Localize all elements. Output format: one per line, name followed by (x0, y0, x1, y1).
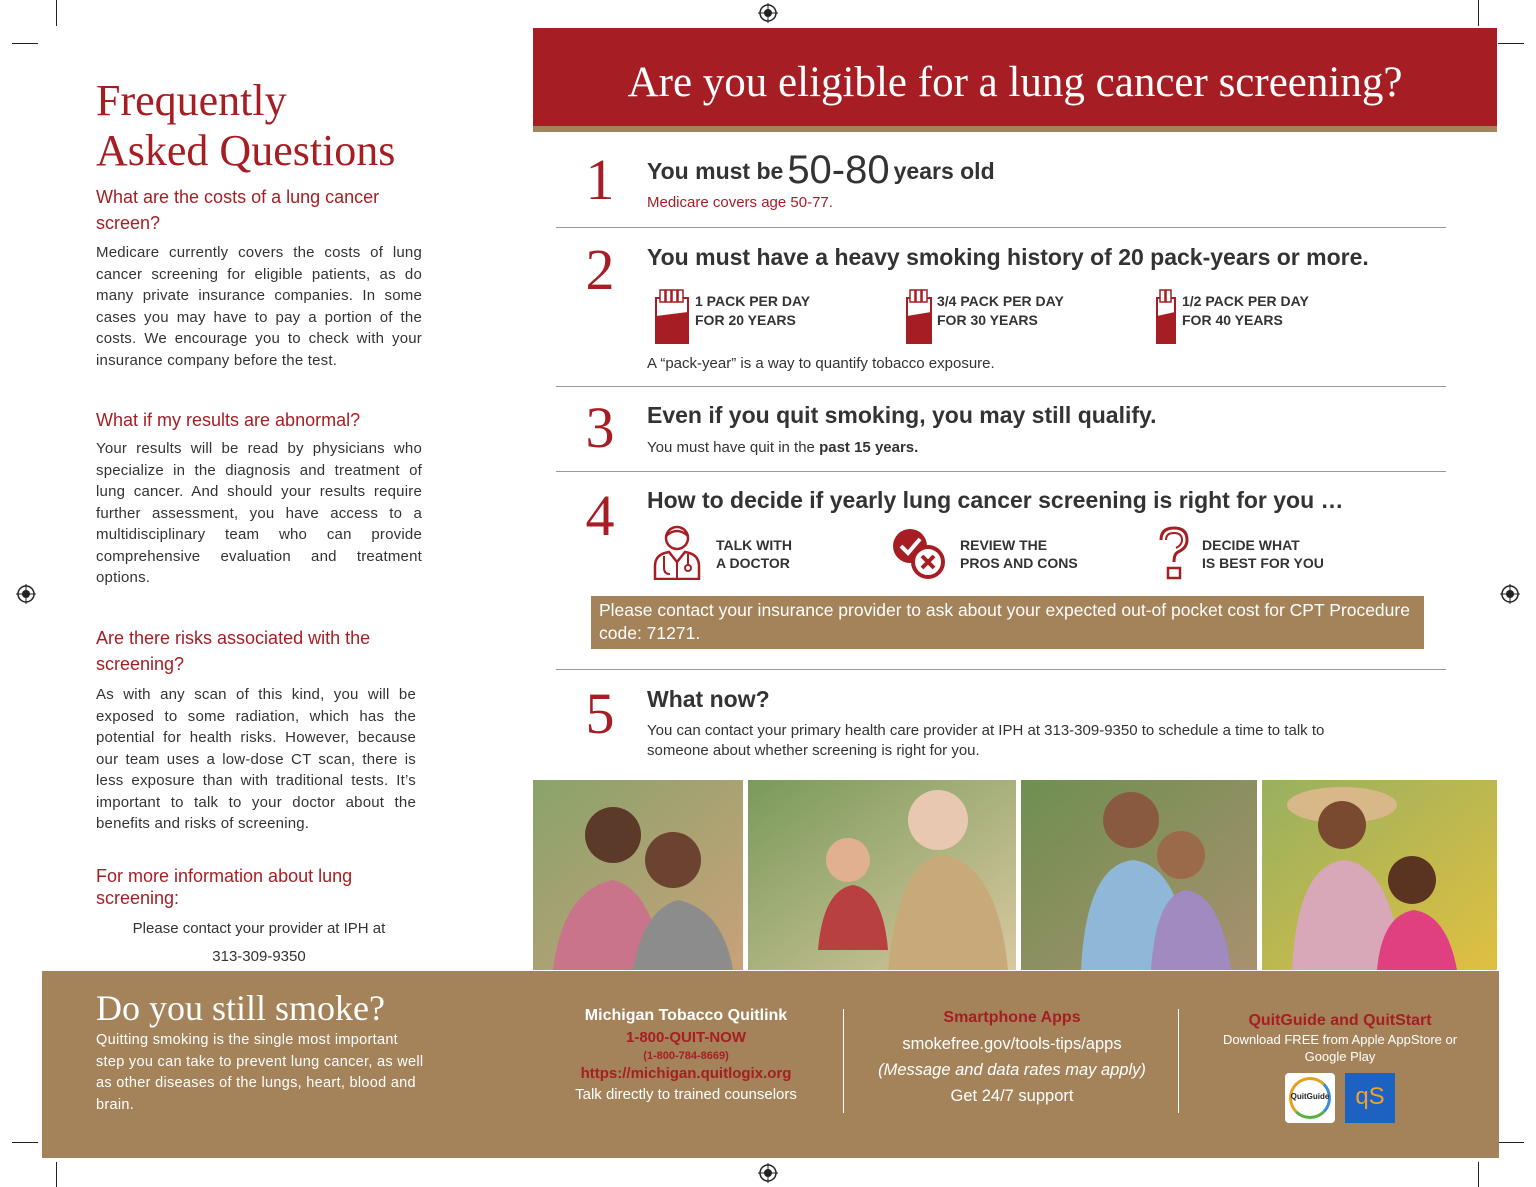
quitguide-app-icon[interactable] (1285, 1073, 1335, 1123)
cigarette-pack-icon (1156, 288, 1176, 344)
divider (556, 227, 1446, 228)
pack-line: 1 PACK PER DAY (695, 293, 811, 309)
faq-title (96, 76, 456, 176)
quitlink-url[interactable]: https://michigan.quitlogix.org (580, 1065, 792, 1082)
apps-support: Get 24/7 support (950, 1087, 1074, 1105)
decision-label (960, 536, 1078, 572)
step-number: 5 (585, 681, 615, 746)
pack-label (937, 292, 1064, 330)
footer-panel (42, 971, 1499, 1158)
apps-note: (Message and data rates may apply) (878, 1061, 1146, 1079)
step-3-text-pre: You must have quit in the (647, 439, 815, 456)
family-photo (1021, 780, 1257, 970)
step-number: 4 (585, 483, 615, 548)
pack-line: FOR 40 YEARS (1182, 312, 1283, 328)
faq-question: What are the costs of a lung cancer screen? (96, 187, 380, 233)
header-title: Are you eligible for a lung cancer screening? (627, 59, 1403, 106)
pack-year-note: A “pack-year” is a way to quantify tobacco exposure. (647, 355, 995, 372)
faq-title-line: Asked Questions (96, 126, 396, 175)
quitstart-app-icon[interactable] (1345, 1073, 1395, 1123)
check-cross-icon (890, 524, 946, 580)
family-photo (748, 780, 1016, 970)
decision-item (1156, 524, 1324, 582)
contact-phone: 313-309-9350 (212, 948, 306, 965)
cigarette-pack-icon (906, 288, 932, 344)
pack-line: FOR 30 YEARS (937, 312, 1038, 328)
faq-question: Are there risks associated with the screening? (96, 628, 371, 674)
cigarette-pack-icon (655, 288, 689, 344)
quitlink-column (546, 1005, 826, 1106)
crop-mark (56, 1162, 57, 1187)
step-5-line: someone about whether screening is right for you. (647, 742, 980, 759)
smartphone-apps-column (857, 1005, 1167, 1109)
apps-title: Smartphone Apps (943, 1009, 1081, 1026)
step-4-heading: How to decide if yearly lung cancer screening is right for you … (647, 487, 1344, 513)
pack-label (1182, 292, 1309, 330)
quitlink-phone[interactable]: 1-800-QUIT-NOW (625, 1029, 746, 1046)
quitguide-title: QuitGuide and QuitStart (1248, 1012, 1432, 1029)
footer-divider (843, 1009, 844, 1113)
step-1-pre: You must be (647, 158, 784, 184)
decision-line: A DOCTOR (716, 555, 790, 571)
crop-mark (1498, 1142, 1524, 1143)
decision-line: DECIDE WHAT (1202, 537, 1300, 553)
faq-answer: As with any scan of this kind, you will be exposed to some radiation, which has the potential for health risks. However, because our team uses a low-dose CT scan, there is less exposure than with traditional tests. It’s important to talk to your doctor about the benefits and risks of screening. (96, 686, 416, 832)
step-number: 3 (585, 395, 615, 460)
insurance-notice: Please contact your insurance provider to ask about your expected out-of pocket cost for CPT Procedure code: 71271. (591, 596, 1424, 649)
quitguide-app-label: QuitGuide (1290, 1092, 1330, 1101)
pack-line: 1/2 PACK PER DAY (1182, 293, 1309, 309)
step-3-text (647, 439, 918, 456)
pack-label (695, 292, 810, 330)
question-mark-icon (1156, 524, 1192, 580)
faq-answer: Your results will be read by physicians who specialize in the diagnosis and treatment of lung cancer. And should your results require further assessment, you have access to a multidisciplinary team who can provide comprehensive evaluation and treatment options. (96, 440, 422, 586)
faq-question: For more information about lung screening: (96, 866, 353, 908)
quitguide-line: Google Play (1304, 1049, 1376, 1064)
registration-mark-icon (16, 584, 36, 604)
divider (556, 471, 1446, 472)
footer-body: Quitting smoking is the single most important step you can take to prevent lung cancer, as well as other diseases of the lungs, heart, blood and brain. (96, 1032, 424, 1113)
footer-divider (1178, 1009, 1179, 1113)
quitstart-app-label: qS (1355, 1083, 1385, 1110)
step-1-heading (647, 148, 995, 193)
apps-url[interactable]: smokefree.gov/tools-tips/apps (902, 1035, 1122, 1053)
step-3-heading: Even if you quit smoking, you may still qualify. (647, 402, 1157, 428)
crop-mark (1478, 1162, 1479, 1187)
faq-title-line: Frequently (96, 76, 287, 125)
quitguide-column (1197, 1011, 1483, 1065)
step-2-heading: You must have a heavy smoking history of 20 pack-years or more. (647, 244, 1369, 270)
step-5-line: You can contact your primary health care provider at IPH at 313-309-9350 to schedule a time to talk to (647, 722, 1325, 739)
decision-label (1202, 536, 1324, 572)
divider (556, 669, 1446, 670)
divider (556, 386, 1446, 387)
quitguide-line: Download FREE from Apple AppStore or (1222, 1032, 1458, 1047)
family-photo (533, 780, 743, 970)
faq-answer: Medicare currently covers the costs of lung cancer screening for eligible patients, as do many private insurance companies. In some cases you may have to pay a portion of the costs. We encourage you to check with your insurance company before the test. (96, 244, 422, 369)
step-number: 1 (585, 147, 615, 212)
faq-question: What if my results are abnormal? (96, 410, 361, 430)
pack-line: FOR 20 YEARS (695, 312, 796, 328)
decision-item (890, 524, 1078, 582)
eligibility-header (533, 28, 1497, 132)
registration-mark-icon (1500, 584, 1520, 604)
step-5-heading: What now? (647, 686, 770, 712)
quitlink-phone-digits: (1-800-784-8669) (643, 1050, 729, 1062)
decision-line: TALK WITH (716, 537, 792, 553)
step-number: 2 (585, 237, 615, 302)
crop-mark (12, 43, 38, 44)
crop-mark (1498, 43, 1524, 44)
crop-mark (1478, 0, 1479, 26)
quitlink-note: Talk directly to trained counselors (575, 1086, 797, 1103)
doctor-icon (652, 524, 702, 580)
registration-mark-icon (758, 3, 778, 23)
step-3-text-bold: past 15 years. (819, 439, 919, 456)
faq-answer: Please contact your provider at IPH at (132, 920, 386, 937)
crop-mark (56, 0, 57, 26)
footer-title: Do you still smoke? (96, 988, 385, 1028)
decision-label (716, 536, 792, 572)
registration-mark-icon (758, 1163, 778, 1183)
decision-line: REVIEW THE (960, 537, 1048, 553)
crop-mark (12, 1142, 38, 1143)
family-photo (1262, 780, 1497, 970)
quitlink-name: Michigan Tobacco Quitlink (584, 1007, 788, 1024)
pack-line: 3/4 PACK PER DAY (937, 293, 1064, 309)
decision-line: PROS AND CONS (960, 555, 1078, 571)
decision-item (652, 524, 792, 582)
age-range: 50-80 (787, 148, 890, 192)
step-1-post: years old (893, 158, 995, 184)
medicare-note: Medicare covers age 50-77. (647, 194, 833, 211)
decision-line: IS BEST FOR YOU (1202, 555, 1324, 571)
